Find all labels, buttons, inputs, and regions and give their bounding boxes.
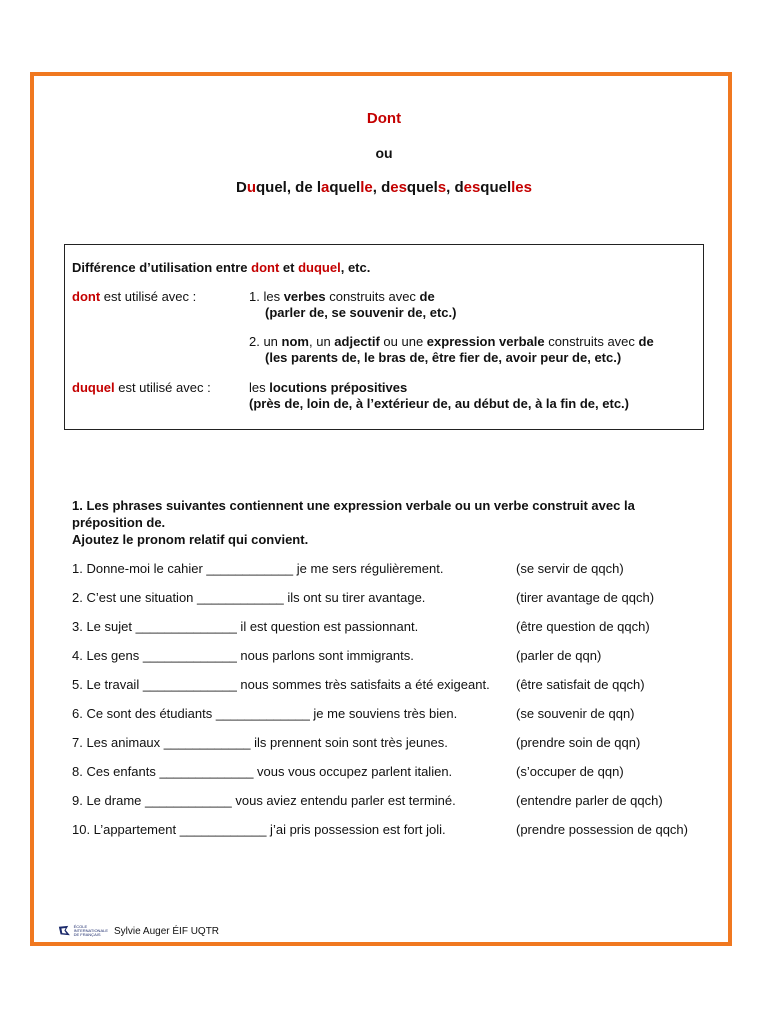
exercise-item-6: 6. Ce sont des étudiants _____________ je me souviens très bien. [72,706,458,721]
exercise-item-7: 7. Les animaux ____________ ils prennent soin sont très jeunes. [72,735,448,750]
exercise-item-10: 10. L’appartement ____________ j’ai pris possession est fort joli. [72,822,446,837]
dont-rule-2: 2. un nom, un adjectif ou une expression verbale construits avec de [249,334,654,349]
exercise-hint-3: (être question de qqch) [516,619,650,634]
title-ou: ou [375,145,393,161]
exercise-hint-6: (se souvenir de qqn) [516,706,635,721]
exercise-item-3: 3. Le sujet ______________ il est question est passionnant. [72,619,419,634]
flag-icon [58,923,72,939]
dont-rule-1-examples: (parler de, se souvenir de, etc.) [265,305,457,320]
dont-rule-2-examples: (les parents de, le bras de, être fier de, avoir peur de, etc.) [265,350,622,365]
exercise-item-9: 9. Le drame ____________ vous aviez entendu parler est terminé. [72,793,456,808]
exercise-item-5: 5. Le travail _____________ nous sommes très satisfaits a été exigeant. [72,677,490,692]
exercise-hint-4: (parler de qqn) [516,648,602,663]
exercise-intro-1: 1. Les phrases suivantes contiennent une expression verbale ou un verbe construit avec la [72,498,635,513]
exercise-intro-3: Ajoutez le pronom relatif qui convient. [72,532,309,547]
exercise-hint-9: (entendre parler de qqch) [516,793,663,808]
exercise-hint-1: (se servir de qqch) [516,561,624,576]
exercise-hint-8: (s’occuper de qqn) [516,764,624,779]
rules-heading: Différence d’utilisation entre dont et duquel, etc. [72,260,371,275]
exercise-item-4: 4. Les gens _____________ nous parlons sont immigrants. [72,648,414,663]
dont-rule-1: 1. les verbes construits avec de [249,289,435,304]
exercise-hint-7: (prendre soin de qqn) [516,735,641,750]
duquel-rule-1-examples: (près de, loin de, à l’extérieur de, au début de, à la fin de, etc.) [249,396,629,411]
duquel-label: duquel est utilisé avec : [72,380,211,395]
exercise-item-1: 1. Donne-moi le cahier ____________ je me sers régulièrement. [72,561,444,576]
school-logo: ÉCOLE INTERNATIONALE DE FRANÇAIS [58,922,108,940]
exercise-intro-2: préposition de. [72,515,166,530]
footer [58,922,219,940]
exercise-hint-10: (prendre possession de qqch) [516,822,688,837]
exercise-hint-2: (tirer avantage de qqch) [516,590,655,605]
exercise-hint-5: (être satisfait de qqch) [516,677,645,692]
footer-author: Sylvie Auger ÉIF UQTR [114,925,220,937]
exercise-item-8: 8. Ces enfants _____________ vous vous occupez parlent italien. [72,764,453,779]
exercise-item-2: 2. C’est une situation ____________ ils ont su tirer avantage. [72,590,426,605]
title-dont: Dont [366,110,402,127]
title-duquel-variants: Duquel, de laquelle, desquels, desquelles [236,179,532,196]
dont-label: dont est utilisé avec : [72,289,197,304]
duquel-rule-1: les locutions prépositives [249,380,408,395]
